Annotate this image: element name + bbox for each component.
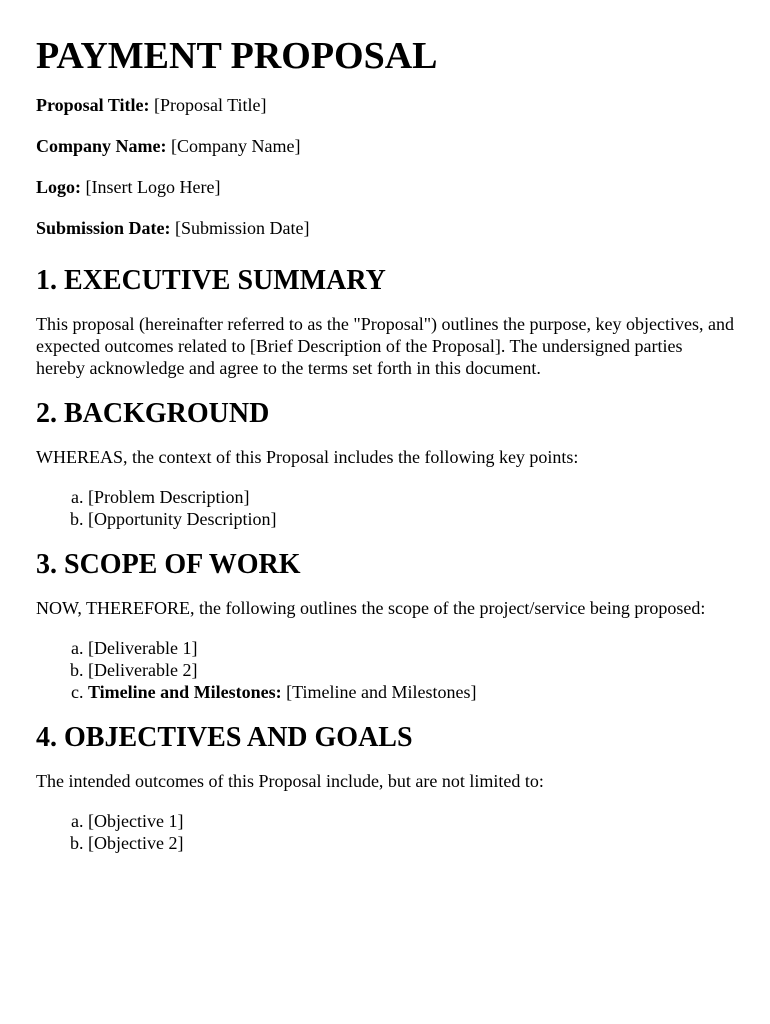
list-item: b. [Objective 2] (88, 832, 734, 854)
submission-date-value: [Submission Date] (170, 218, 310, 238)
list-item: b. [Opportunity Description] (88, 508, 734, 530)
company-name-label: Company Name: (36, 136, 167, 156)
executive-summary-text: This proposal (hereinafter referred to as the "Proposal") outlines the purpose, key objectives, and expected outcomes related to [Brief Description of the Proposal]. The undersigned parties hereby acknowledge and agree to the terms set forth in this document. (36, 314, 734, 378)
proposal-title-label: Proposal Title: (36, 95, 150, 115)
background-text: WHEREAS, the context of this Proposal includes the following key points: (36, 447, 579, 467)
background-list (36, 486, 734, 530)
timeline-value: [Timeline and Milestones] (281, 682, 477, 702)
logo-label: Logo: (36, 177, 81, 197)
logo-value: [Insert Logo Here] (81, 177, 221, 197)
scope-of-work-text: NOW, THEREFORE, the following outlines the scope of the project/service being proposed: (36, 598, 706, 618)
list-item: a. [Deliverable 1] (88, 637, 734, 659)
executive-summary-heading: 1. EXECUTIVE SUMMARY (36, 265, 386, 296)
list-item: a. [Objective 1] (88, 810, 734, 832)
objectives-heading: 4. OBJECTIVES AND GOALS (36, 722, 413, 753)
submission-date-label: Submission Date: (36, 218, 171, 238)
list-item: b. [Deliverable 2] (88, 659, 734, 681)
document-title: PAYMENT PROPOSAL (36, 35, 438, 77)
company-name-line (36, 135, 734, 157)
submission-date-line (36, 217, 734, 239)
company-name-value: [Company Name] (166, 136, 301, 156)
logo-line (36, 176, 734, 198)
scope-of-work-heading: 3. SCOPE OF WORK (36, 549, 301, 580)
proposal-title-line (36, 94, 734, 116)
timeline-label: Timeline and Milestones: (88, 682, 282, 702)
scope-of-work-list (36, 637, 734, 703)
list-item-timeline (88, 681, 734, 703)
objectives-text: The intended outcomes of this Proposal include, but are not limited to: (36, 771, 544, 791)
objectives-list (36, 810, 734, 854)
proposal-title-value: [Proposal Title] (149, 95, 267, 115)
list-item: a. [Problem Description] (88, 486, 734, 508)
background-heading: 2. BACKGROUND (36, 398, 270, 429)
